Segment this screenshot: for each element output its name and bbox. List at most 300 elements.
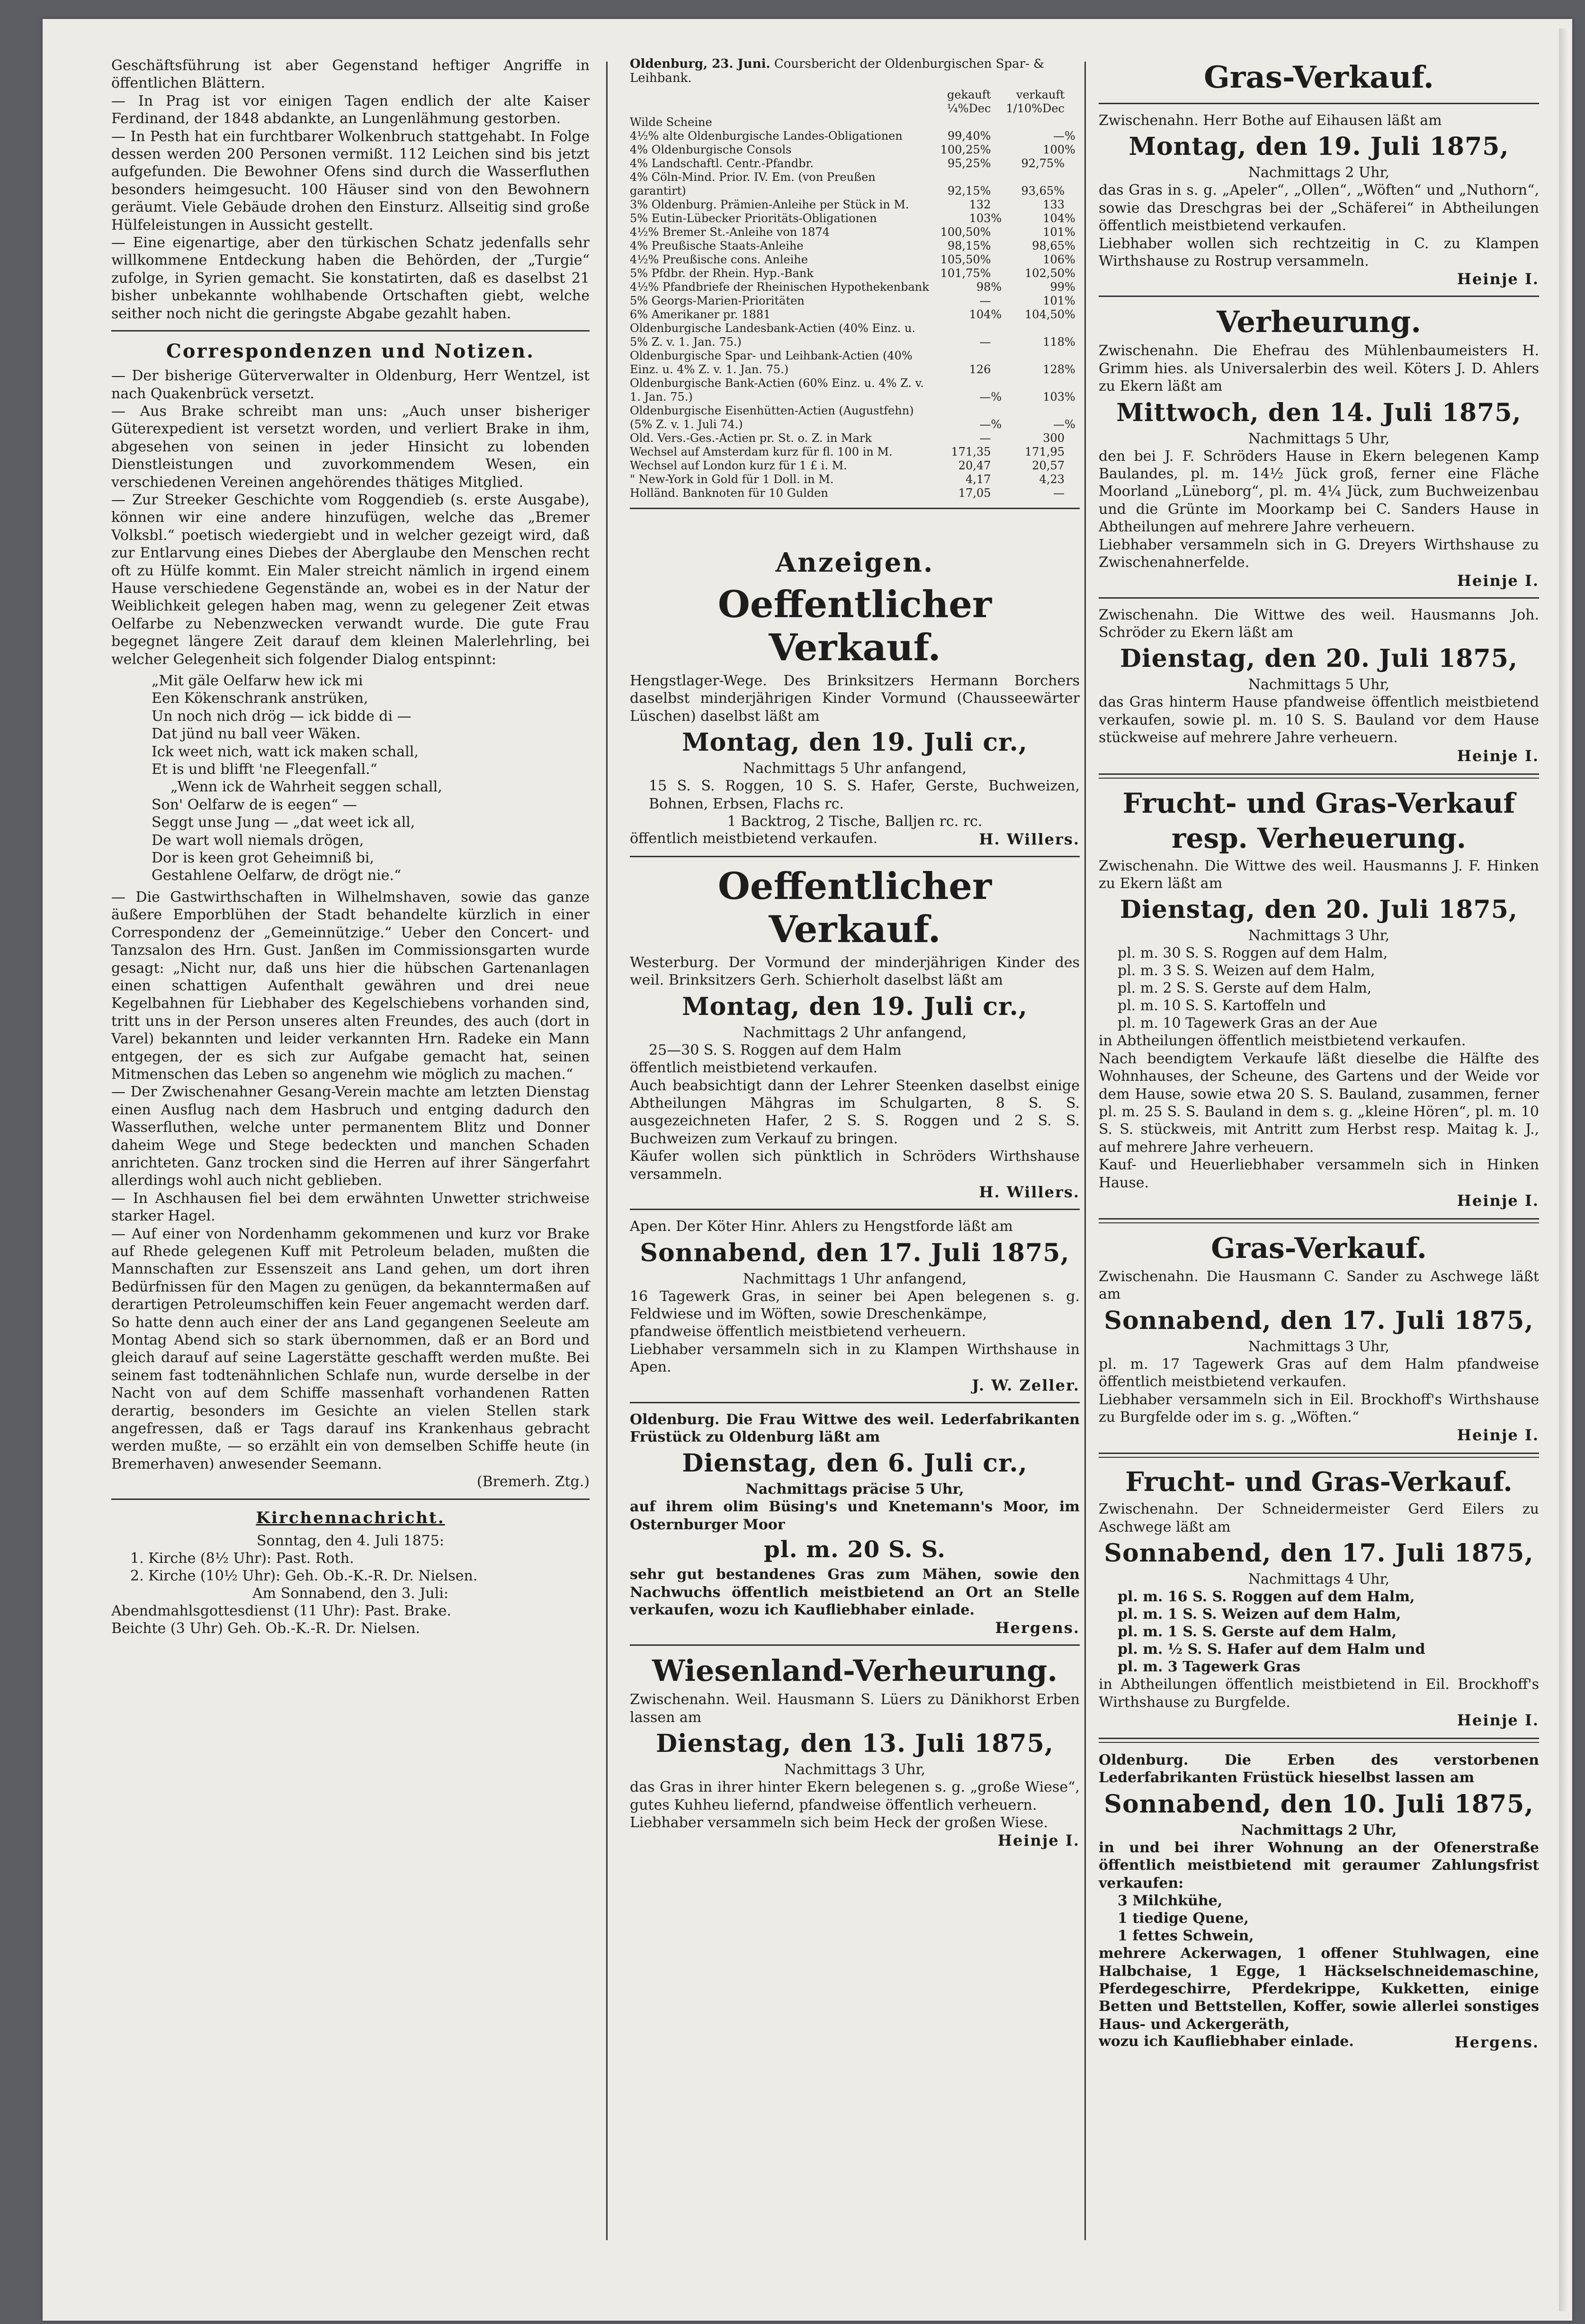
course-cell-name: 5% Eutin-Lübecker Prioritäts-Obligationen [630,212,877,225]
ad-text: Liebhaber versammeln sich beim Heck der großen Wiese. [630,1814,1048,1831]
ad-text: Westerburg. Der Vormund der minderjährigen Kinder des weil. Brinksitzers Gerh. Schierholt daselbst läßt am [630,954,1080,989]
ad-date: Mittwoch, den 14. Juli 1875, [1116,398,1522,427]
course-row [630,198,1080,212]
course-cell-k: 92,15% [947,184,991,197]
ad-text: das Gras in s. g. „Apeler“, „Ollen“, „Wöften“ und „Nuthorn“, sowie das Dreschgras bei der „Schäferei“ in Abtheilungen öffentlich meistbietend verkaufen. [1099,182,1539,234]
ad-block [1099,1232,1539,1444]
course-cell-vu [1065,157,1080,170]
course-cell-ku: % [991,390,1002,404]
course-row [630,253,1080,267]
course-row [630,349,1080,377]
ad-date: Sonnabend, den 17. Juli 1875, [1104,1306,1534,1335]
ad-item: pl. m. 3 Tagewerk Gras [1118,1659,1300,1676]
course-cell-vu: % [1065,253,1075,266]
course-cell-v: 100 [1043,143,1065,156]
church-line: 2. Kirche (10½ Uhr): Geh. Ob.-K.-R. Dr. Nielsen. [130,1567,478,1584]
ad-text: pl. m. 17 Tagewerk Gras auf dem Halm pfandweise öffentlich meistbietend verkaufen. [1099,1355,1539,1391]
section-divider [1099,1738,1539,1743]
poem-line: Son' Oelfarw de is eegen“ — [152,796,357,813]
ad-date: Sonnabend, den 17. Juli 1875, [1104,1539,1534,1568]
course-row [630,267,1080,280]
course-cell-v: 101 [1043,294,1065,307]
course-cell-k: 100,50% [940,225,991,239]
course-cell-ku [991,473,1006,486]
ad-signature: H. Willers. [979,1183,1080,1202]
course-cell-vu: % [1065,129,1075,143]
ad-text: Zwischenahn. Weil. Hausmann S. Lüers zu Dänikhorst Erben lassen am [630,1691,1080,1726]
ad-time: Nachmittags 2 Uhr, [1241,1822,1397,1839]
poem-line: „Mit gäle Oelfarw hew ick mi [152,673,363,689]
course-cell-ku [991,143,1006,157]
church-line: 1. Kirche (8½ Uhr): Past. Roth. [130,1550,354,1567]
course-row [630,129,1080,143]
course-cell-k: 171,35 [951,445,991,458]
section-divider [1099,103,1539,104]
course-cell-k: — [979,335,991,349]
section-title: Anzeigen. [775,547,934,578]
ad-block [630,1218,1080,1394]
ad-time: Nachmittags 4 Uhr, [1248,1571,1390,1588]
ad-title: Wiesenland-Verheurung. [652,1653,1058,1688]
course-cell-k: 132 [969,198,991,211]
ad-item: 3 Milchkühe, [1118,1893,1223,1910]
church-line: Sonntag, den 4. Juli 1875: [257,1532,444,1549]
poem-line: Gestahlene Oelfarw, de drögt nie.“ [152,867,402,884]
news-paragraph: — In Aschhausen fiel bei dem erwähnten Unwetter strichweise starker Hagel. [111,1190,590,1225]
course-cell-vu: % [1065,418,1075,431]
column-rule [606,62,608,2240]
course-cell-ku [991,267,1006,280]
course-cell-k: 126 [969,363,991,376]
ad-block [1099,606,1539,765]
course-cell-v: 133 [1043,198,1065,211]
ad-signature: J. W. Zeller. [972,1376,1080,1394]
ad-date: Dienstag, den 20. Juli 1875, [1119,644,1518,673]
news-paragraph: — Zur Streeker Geschichte vom Roggendieb (s. erste Ausgabe), können wir eine andere hinzufügen, welche das „Bremer Volksbl.“ poetisch wiedergiebt und in welcher gezeigt wird, daß zur Entlarvung eines Diebes der Aberglaube den Menschen recht oft zu Hülfe kommt. Ein Maler streicht nämlich in irgend einem Hause verschiedene Gegenstände an, wobei es in der Natur der Weiblichkeit gelegen haben mag, wenn zu gelegener Zeit etwas Oelfarbe zu Nebenzwecken verwandt wurde. Die gute Frau begegnet längere Zeit darauf dem kleinen Malerlehrling, bei welcher Gelegenheit sich folgender Dialog entspinnt: [111,491,590,668]
course-table [630,88,1080,500]
course-cell-v: 101 [1043,225,1065,239]
ad-item: pl. m. 16 S. S. Roggen auf dem Halm, [1118,1588,1415,1606]
course-cell-v: 118 [1043,335,1065,349]
poem-line: Dat jünd nu ball veer Wäken. [152,726,361,743]
ad-title: Gras-Verkauf. [1211,1232,1427,1265]
course-cell-name: 6% Amerikaner pr. 1881 [630,308,771,321]
ad-text: Liebhaber versammeln sich in Eil. Brockhoff's Wirthshause zu Burgfelde oder im s. g. „Wöften.“ [1099,1391,1539,1426]
ad-text: 1 Backtrog, 2 Tische, Balljen rc. rc. [727,813,983,830]
column-news [111,57,590,1637]
ad-time: Nachmittags 5 Uhr anfangend, [743,760,967,777]
course-row [630,294,1080,308]
course-cell-k: 20,47 [958,459,991,472]
course-cell-ku [991,239,1006,253]
ad-item: pl. m. 10 Tagewerk Gras an der Aue [1118,1015,1378,1032]
section-title: Correspondenzen und Notizen. [166,340,535,363]
course-cell-v: 300 [1043,431,1065,445]
course-cell-ku [991,459,1006,473]
course-col-sub: ¼%Dec [947,102,991,115]
news-paragraph: — In Prag ist vor einigen Tagen endlich der alte Kaiser Ferdinand, der 1848 abdankte, an Lungenlähmung gestorben. [111,92,590,127]
ad-title: Frucht- und Gras-Verkauf. [1125,1466,1513,1498]
ad-block [1099,787,1539,1210]
course-cell-name: Oldenburgische Landesbank-Actien (40% Einz. u. 5% Z. v. 1. Jan. 75.) [630,322,916,349]
course-row [630,404,1080,431]
course-cell-v: 4,23 [1039,473,1065,486]
course-cell-vu: % [1065,308,1075,321]
section-divider [1099,1218,1539,1223]
course-cell-k [934,116,991,129]
course-cell-name: Old. Vers.-Ges.-Actien pr. St. o. Z. in Mark [630,431,872,445]
news-paragraph: Geschäftsführung ist aber Gegenstand heftiger Angriffe in öffentlichen Blättern. [111,57,590,92]
ad-item: 1 fettes Schwein, [1118,1928,1254,1945]
ad-text: den bei J. F. Schröders Hause in Ekern belegenen Kamp Baulandes, pl. m. 14½ Jück groß, ferner eine Fläche Moorland „Lüneborg“, pl. m. 4¼ Jück, zum Buchweizenbau und die Grünte im Moorkamp bei C. Sanders Hause in Abtheilungen auf mehrere Jahre verheuern. [1099,448,1539,536]
course-cell-v: 102,50 [1025,267,1065,280]
ad-block [1099,1466,1539,1729]
ad-title: Frucht- und Gras-Verkauf [1122,787,1515,819]
ad-item: pl. m. 1 S. S. Weizen auf dem Halm, [1118,1606,1401,1623]
ad-block [1099,1751,1539,2051]
course-cell-k: 98 [976,280,991,294]
news-paragraph: — Aus Brake schreibt man uns: „Auch unser bisheriger Güterexpedient ist versetzt worden, und verliert Brake in ihm, abgesehen von seinen in jeder Hinsicht zu lobenden Dienstleistungen und zuvorkommendem Wesen, ein verschiedenen Vereinen angehörendes thätiges Mitglied. [111,403,590,491]
ad-date: Dienstag, den 6. Juli cr., [682,1449,1028,1478]
column-course-and-ads [630,57,1080,1849]
ad-text: öffentlich meistbietend verkaufen. [630,1059,878,1077]
course-cell-vu [1065,431,1080,445]
course-cell-name: 4% Cöln-Mind. Prior. IV. Em. (von Preußen garantirt) [630,170,876,197]
ad-signature: Heinje I. [1457,746,1539,765]
section-divider [1099,773,1539,779]
course-cell-vu [1065,198,1080,212]
course-cell-vu: % [1065,143,1075,156]
ad-text: mehrere Ackerwagen, 1 offener Stuhlwagen, eine Halbchaise, 1 Egge, 1 Häckselschneidemaschine, Pferdegeschirre, Pferdekrippe, Kukketten, einige Betten und Bettstellen, Koffer, sowie allerlei sonstiges Haus- und Ackergeräth, [1099,1945,1539,2033]
ad-text: Liebhaber versammeln sich in G. Dreyers Wirthshause zu Zwischenahnerfelde. [1099,536,1539,571]
ad-block [1099,60,1539,288]
course-cell-name: Holländ. Banknoten für 10 Gulden [630,486,828,500]
section-divider [630,508,1080,509]
ad-signature: Heinje I. [997,1831,1080,1850]
ad-text: Zwischenahn. Der Schneidermeister Gerd Eilers zu Aschwege läßt am [1099,1501,1539,1535]
course-cell-k: 101,75% [940,267,991,280]
ad-time: Nachmittags 3 Uhr, [1248,927,1390,944]
ad-signature: Heinje I. [1457,1192,1539,1210]
ad-text: Zwischenahn. Die Wittwe des weil. Hausmanns Joh. Schröder zu Ekern läßt am [1099,606,1539,641]
poem [111,672,590,885]
ad-text: in und bei ihrer Wohnung an der Ofenerstraße öffentlich meistbietend mit geraumer Zahlungsfrist verkaufen: [1099,1839,1539,1892]
ad-text: 16 Tagewerk Gras, in seiner bei Apen belegenen s. g. Feldwiese und im Wöften, sowie Dreschenkämpe, [630,1288,1080,1322]
ad-time: Nachmittags 5 Uhr, [1248,430,1390,447]
course-row [630,239,1080,253]
course-row [630,280,1080,294]
news-paragraph: — Der Zwischenahner Gesang-Verein machte am letzten Dienstag einen Ausflug nach dem Hasbruch und entging dadurch den Wasserfluthen, welche unter permanentem Blitz und Donner daheim Wege und Stege bedeckten und manchen Schaden anrichteten. Ganz trocken sind die Herren auf ihrer Sängerfahrt allerdings wohl auch nicht geblieben. [111,1084,590,1189]
ad-date: Sonnabend, den 17. Juli 1875, [640,1238,1070,1267]
course-cell-k: 100,25% [940,143,991,156]
section-divider [630,1209,1080,1210]
ad-big: pl. m. 20 S. S. [764,1536,946,1563]
course-header [630,57,1080,85]
course-cell-vu [1065,486,1080,500]
course-cell-ku [991,170,1006,198]
course-cell-v: 104,50 [1025,308,1065,321]
ad-text: pfandweise öffentlich meistbietend verheuern. [630,1323,966,1340]
course-cell-name: 4½% Pfandbriefe der Rheinischen Hypothekenbank [630,280,929,294]
course-cell-v: 20,57 [1032,459,1065,472]
news-paragraph: — Der bisherige Güterverwalter in Oldenburg, Herr Wentzel, ist nach Quakenbrück versetzt. [111,368,590,402]
course-row [630,157,1080,170]
course-cell-vu: % [1065,335,1075,349]
ad-text: Zwischenahn. Die Wittwe des weil. Hausmanns J. F. Hinken zu Ekern läßt am [1099,857,1539,892]
course-cell-v: 92,75% [1021,157,1065,170]
section-divider [1099,296,1539,297]
ad-title: Oeffentlicher Verkauf. [717,865,992,951]
course-cell-name: 5% Pfdbr. der Rhein. Hyp.-Bank [630,267,814,280]
course-cell-k: — [979,390,991,404]
course-cell-vu [1065,116,1080,129]
ad-time: Nachmittags 1 Uhr anfangend, [743,1270,967,1287]
course-cell-k: 17,05 [958,486,991,500]
course-cell-vu [1065,473,1080,486]
course-row [630,322,1080,349]
course-cell-vu: % [1065,280,1075,294]
ad-item: pl. m. 3 S. S. Weizen auf dem Halm, [1118,962,1375,979]
ad-text: 25—30 S. S. Roggen auf dem Halm [649,1041,902,1059]
section-divider [630,1644,1080,1646]
course-cell-ku [991,349,1006,377]
course-col-sub: 1/10%Dec [1006,102,1065,115]
course-cell-ku: % [991,280,1002,294]
course-cell-ku [991,322,1006,349]
ad-time: Nachmittags 2 Uhr, [1248,164,1390,181]
ad-time: Nachmittags 2 Uhr anfangend, [743,1024,967,1041]
ad-date: Sonnabend, den 10. Juli 1875, [1104,1789,1534,1819]
ad-date: Dienstag, den 20. Juli 1875, [1119,895,1518,924]
ad-text: auf ihrem olim Büsing's und Knetemann's Moor, im Osternburger Moor [630,1498,1080,1533]
ad-title: Oeffentlicher Verkauf. [717,583,992,669]
course-row [630,170,1080,198]
course-cell-k: 105,50% [940,253,991,266]
course-cell-name: Wechsel auf London kurz für 1 £ i. M. [630,459,847,472]
ad-title: Gras-Verkauf. [1204,60,1434,95]
course-cell-v: 106 [1043,253,1065,266]
course-cell-k: 4,17 [965,473,991,486]
ad-signature: Heinje I. [1457,571,1539,590]
poem-line: Dor is keen grot Geheimniß bi, [152,850,374,867]
course-cell-name: 3% Oldenburg. Prämien-Anleihe per Stück in M. [630,198,909,211]
course-cell-v: 93,65% [1021,184,1065,197]
page-edge [1559,28,1569,2311]
section-divider [1099,597,1539,599]
ad-block [630,583,1080,848]
course-cell-v: 104 [1043,212,1065,225]
course-cell-ku [991,253,1006,267]
poem-line: „Wenn ick de Wahrheit seggen schall, [170,779,442,796]
course-row [630,486,1080,500]
ad-text: Liebhaber wollen sich rechtzeitig in C. zu Klampen Wirthshause zu Rostrup versammeln. [1099,235,1539,270]
ad-title: resp. Verheuerung. [1172,822,1466,854]
course-row [630,225,1080,239]
ad-text: Zwischenahn. Herr Bothe auf Eihausen läßt am [1099,112,1442,129]
course-cell-ku [991,486,1006,500]
course-cell-name: Oldenburgische Bank-Actien (60% Einz. u. 4% Z. v. 1. Jan. 75.) [630,377,924,404]
ad-item: 1 tiedige Quene, [1118,1910,1249,1927]
course-cell-k: 103 [969,212,991,225]
course-cell-vu: % [1065,390,1075,404]
ad-text: sehr gut bestandenes Gras zum Mähen, sowie den Nachwuchs öffentlich meistbietend an Ort an Stelle verkaufen, wozu ich Kaufliebhaber einlade. [630,1566,1080,1618]
course-cell-ku: % [991,308,1002,321]
ad-text: das Gras hinterm Hause pfandweise öffentlich meistbietend verkaufen, sowie pl. m. 10 S. S. Bauland vor dem Hause stückweise auf mehrere Jahre verheuern. [1099,694,1539,746]
ad-text: Zwischenahn. Die Hausmann C. Sander zu Aschwege läßt am [1099,1268,1539,1303]
course-cell-name: 4½% alte Oldenburgische Landes-Obligationen [630,129,903,143]
course-row [630,431,1080,445]
poem-line: Seggt unse Jung — „dat weet ick all, [152,814,415,831]
course-cell-ku [991,116,1006,129]
poem-line: Un noch nich drög — ick bidde di — [152,708,412,725]
course-cell-vu: % [1065,294,1075,307]
section-divider [1099,1453,1539,1458]
ad-time: Nachmittags 3 Uhr, [1248,1338,1390,1355]
church-line: Am Sonnabend, den 3. Juli: [252,1585,448,1602]
course-cell-ku [991,198,1006,212]
ad-text: Nach beendigtem Verkaufe läßt dieselbe die Hälfte des Wohnhauses, der Scheune, des Gartens und der Weide vor dem Hause, sowie etwa 20 S. S. Bauland, zusammen, ferner pl. m. 25 S. S. Bauland in dem s. g. „kleine Hören“, pl. m. 10 S. S. stückweis, mit Antritt zum Herbst resp. Maitag k. J., auf mehrere Jahre verheuern. [1099,1050,1539,1156]
course-header-title: Coursbericht der Oldenburgischen Spar- & Leihbank. [630,57,1045,85]
course-header-date: Oldenburg, 23. Juni. [630,57,770,71]
course-row [630,308,1080,322]
ad-item: pl. m. 10 S. S. Kartoffeln und [1118,997,1326,1014]
course-cell-ku [991,294,1006,308]
course-cell-ku: % [991,418,1002,431]
ad-text: Oldenburg. Die Frau Wittwe des weil. Lederfabrikanten Früstück zu Oldenburg läßt am [630,1411,1080,1445]
course-cell-k: 95,25% [947,157,991,170]
ad-title: Verheurung. [1217,305,1421,340]
news-paragraph: — Die Gastwirthschaften in Wilhelmshaven, sowie das ganze äußere Emporblühen der Stadt behandelte kürzlich in einer Correspondenz der „Gemeinnützige.“ Ueber den Concert- und Tanzsalon des Hrn. Gust. Janßen im Commissionsgarten wurde gesagt: „Nicht nur, daß uns hier die hübschen Gartenanlagen einen schattigen Aufenthalt gewähren und drei neue Kegelbahnen für Liebhaber des Kegelschiebens vorhanden sind, tritt uns in der Person unseres alten Freundes, des auch (dort in Varel) bekannten und leider verkannten Hrn. Radeke ein Mann entgegen, der es sich zur Aufgabe gemacht hat, seinen Mitmenschen das Leben so angenehm wie möglich zu machen.“ [111,888,590,1083]
course-cell-vu: % [1065,267,1075,280]
course-cell-name: 4% Preußische Staats-Anleihe [630,239,804,252]
ad-signature: Heinje I. [1457,270,1539,288]
course-cell-ku: % [991,212,1002,225]
church-line: Beichte (3 Uhr) Geh. Ob.-K.-R. Dr. Nielsen. [111,1620,421,1637]
course-row [630,116,1080,129]
section-divider [111,330,590,332]
ad-text: in Abtheilungen öffentlich meistbietend verkaufen. [1099,1032,1466,1050]
ad-text: Oldenburg. Die Erben des verstorbenen Lederfabrikanten Früstück hieselbst lassen am [1099,1752,1539,1786]
news-source: (Bremerh. Ztg.) [476,1473,590,1490]
course-cell-ku [991,445,1006,459]
course-cell-vu: % [1065,363,1075,376]
course-cell-vu [1065,170,1080,198]
course-cell-name: Oldenburgische Eisenhütten-Actien (Augustfehn) (5% Z. v. 1. Juli 74.) [630,404,914,431]
ad-text: in Abtheilungen öffentlich meistbietend in Eil. Brockhoff's Wirthshause zu Burgfelde. [1099,1676,1539,1711]
ad-text: Liebhaber versammeln sich in zu Klampen Wirthshause in Apen. [630,1341,1080,1376]
course-cell-k: — [979,418,991,431]
course-cell-name: Oldenburgische Spar- und Leihbank-Actien (40% Einz. u. 4% Z. v. 1. Jan. 75.) [630,349,913,376]
course-cell-v: 171,95 [1025,445,1065,458]
ad-signature: Hergens. [1454,2033,1539,2052]
ad-text: das Gras in ihrer hinter Ekern belegenen s. g. „große Wiese“, gutes Kuhheu liefernd, pfandweise öffentlich verheuern. [630,1779,1080,1813]
ad-text: Käufer wollen sich pünktlich in Schröders Wirthshause versammeln. [630,1148,1080,1183]
ad-signature: Hergens. [995,1619,1080,1637]
course-cell-ku [991,225,1006,239]
ad-text: Auch beabsichtigt dann der Lehrer Steenken daselbst einige Abtheilungen Mähgras im Schulgarten, 8 S. S. ausgezeichneten Hafer, 2 S. S. Roggen und 2 S. S. Buchweizen zum Verkauf zu bringen. [630,1077,1080,1147]
course-col-head: gekauft [947,88,991,101]
ad-block [630,1653,1080,1849]
course-row [630,212,1080,225]
poem-line: Een Kökenschrank anstrüken, [152,690,368,707]
ad-text: Zwischenahn. Die Ehefrau des Mühlenbaumeisters H. Grimm hies. als Universalerbin des weil. Köters J. D. Ahlers zu Ekern läßt am [1099,342,1539,395]
ad-item: pl. m. 2 S. S. Gerste auf dem Halm, [1118,980,1372,997]
ad-block [1099,305,1539,589]
ad-date: Montag, den 19. Juli cr., [682,992,1028,1021]
course-cell-k: — [979,431,991,445]
course-cell-name: 4% Landschaftl. Centr.-Pfandbr. [630,157,814,170]
course-col-head: verkauft [1016,88,1065,101]
course-cell-k: — [979,294,991,307]
ad-date: Montag, den 19. Juli cr., [682,728,1028,757]
course-row [630,445,1080,459]
news-paragraph: — Eine eigenartige, aber den türkischen Schatz jedenfalls sehr willkommene Entdeckung haben die Behörden, der „Turgie“ zufolge, in Syrien gemacht. Sie konstatirten, daß es daselbst 21 bisher unbekannte wohlhabende Ortschaften giebt, welche seither noch nicht die geringste Abgabe gezahlt haben. [111,234,590,322]
ad-text: Kauf- und Heuerliebhaber versammeln sich in Hinken Hause. [1099,1157,1539,1191]
ad-text: Hengstlager-Wege. Des Brinksitzers Hermann Borchers daselbst minderjährigen Kinder Vormund (Chausseewärter Lüschen) daselbst läßt am [630,673,1080,725]
poem-line: De wart woll niemals drögen, [152,832,364,849]
ad-date: Dienstag, den 13. Juli 1875, [655,1729,1054,1759]
course-cell-vu: % [1065,225,1075,239]
ad-text: Apen. Der Köter Hinr. Ahlers zu Hengstforde läßt am [630,1218,1013,1235]
course-cell-ku [991,431,1006,445]
course-cell-name: 4½% Bremer St.-Anleihe von 1874 [630,225,830,239]
course-cell-ku [991,129,1006,143]
course-row [630,459,1080,473]
course-cell-v [1006,116,1065,129]
ad-item: pl. m. 30 S. S. Roggen auf dem Halm, [1118,945,1388,962]
course-cell-v: 98,65 [1032,239,1065,252]
column-ads [1099,57,1539,2051]
ad-time: Nachmittags 5 Uhr, [1248,676,1390,693]
ad-time: Nachmittags 3 Uhr, [784,1761,926,1778]
course-cell-v: 103 [1043,390,1065,404]
poem-line: Ick weet nich, watt ick maken schall, [152,743,419,760]
column-rule [1084,62,1086,2240]
course-cell-k: 104 [969,308,991,321]
course-cell-k: 98,15% [947,239,991,252]
ad-item: pl. m. ½ S. S. Hafer auf dem Halm und [1118,1641,1425,1658]
news-paragraph: — In Pesth hat ein furchtbarer Wolkenbruch stattgehabt. In Folge dessen werden 200 Personen vermißt. 112 Leichen sind bis jetzt aufgefunden. Die Bewohner Ofens sind durch die Wasserfluthen besonders heimgesucht. 100 Häuser sind von den Bewohnern geräumt. Viele Gebäude drohen den Einsturz. Allseitig sind große Hülfeleistungen in Aussicht gestellt. [111,128,590,233]
course-cell-vu [1065,459,1080,473]
course-cell-ku [991,157,1006,170]
course-cell-name: " New-York in Gold für 1 Doll. in M. [630,473,834,486]
ad-signature: H. Willers. [979,830,1080,849]
course-row [630,377,1080,404]
ad-text: öffentlich meistbietend verkaufen. [630,830,878,847]
ad-text: wozu ich Kaufliebhaber einlade. [1099,2033,1354,2050]
course-cell-name: 4% Oldenburgische Consols [630,143,792,156]
section-divider [630,856,1080,857]
ad-text: 15 S. S. Roggen, 10 S. S. Hafer, Gerste, Buchweizen, Bohnen, Erbsen, Flachs rc. [649,778,1080,812]
ad-signature: Heinje I. [1457,1426,1539,1445]
course-cell-name: Wechsel auf Amsterdam kurz für fl. 100 in M. [630,445,893,458]
section-title: Kirchennachricht. [256,1508,445,1527]
course-cell-v: 128 [1043,363,1065,376]
course-cell-vu [1065,445,1080,459]
section-divider [630,1402,1080,1403]
ad-date: Montag, den 19. Juli 1875, [1128,132,1509,162]
section-divider [111,1498,590,1500]
course-cell-name: 4½% Preußische cons. Anleihe [630,253,808,266]
ad-block [630,1411,1080,1637]
ad-item: pl. m. 1 S. S. Gerste auf dem Halm, [1118,1624,1397,1641]
course-cell-k: 99,40% [947,129,991,143]
course-cell-v: — [1053,486,1065,500]
course-cell-name: 5% Georgs-Marien-Prioritäten [630,294,805,307]
course-cell-name: Wilde Scheine [630,116,712,129]
course-cell-v: — [1053,129,1065,143]
course-row [630,473,1080,486]
